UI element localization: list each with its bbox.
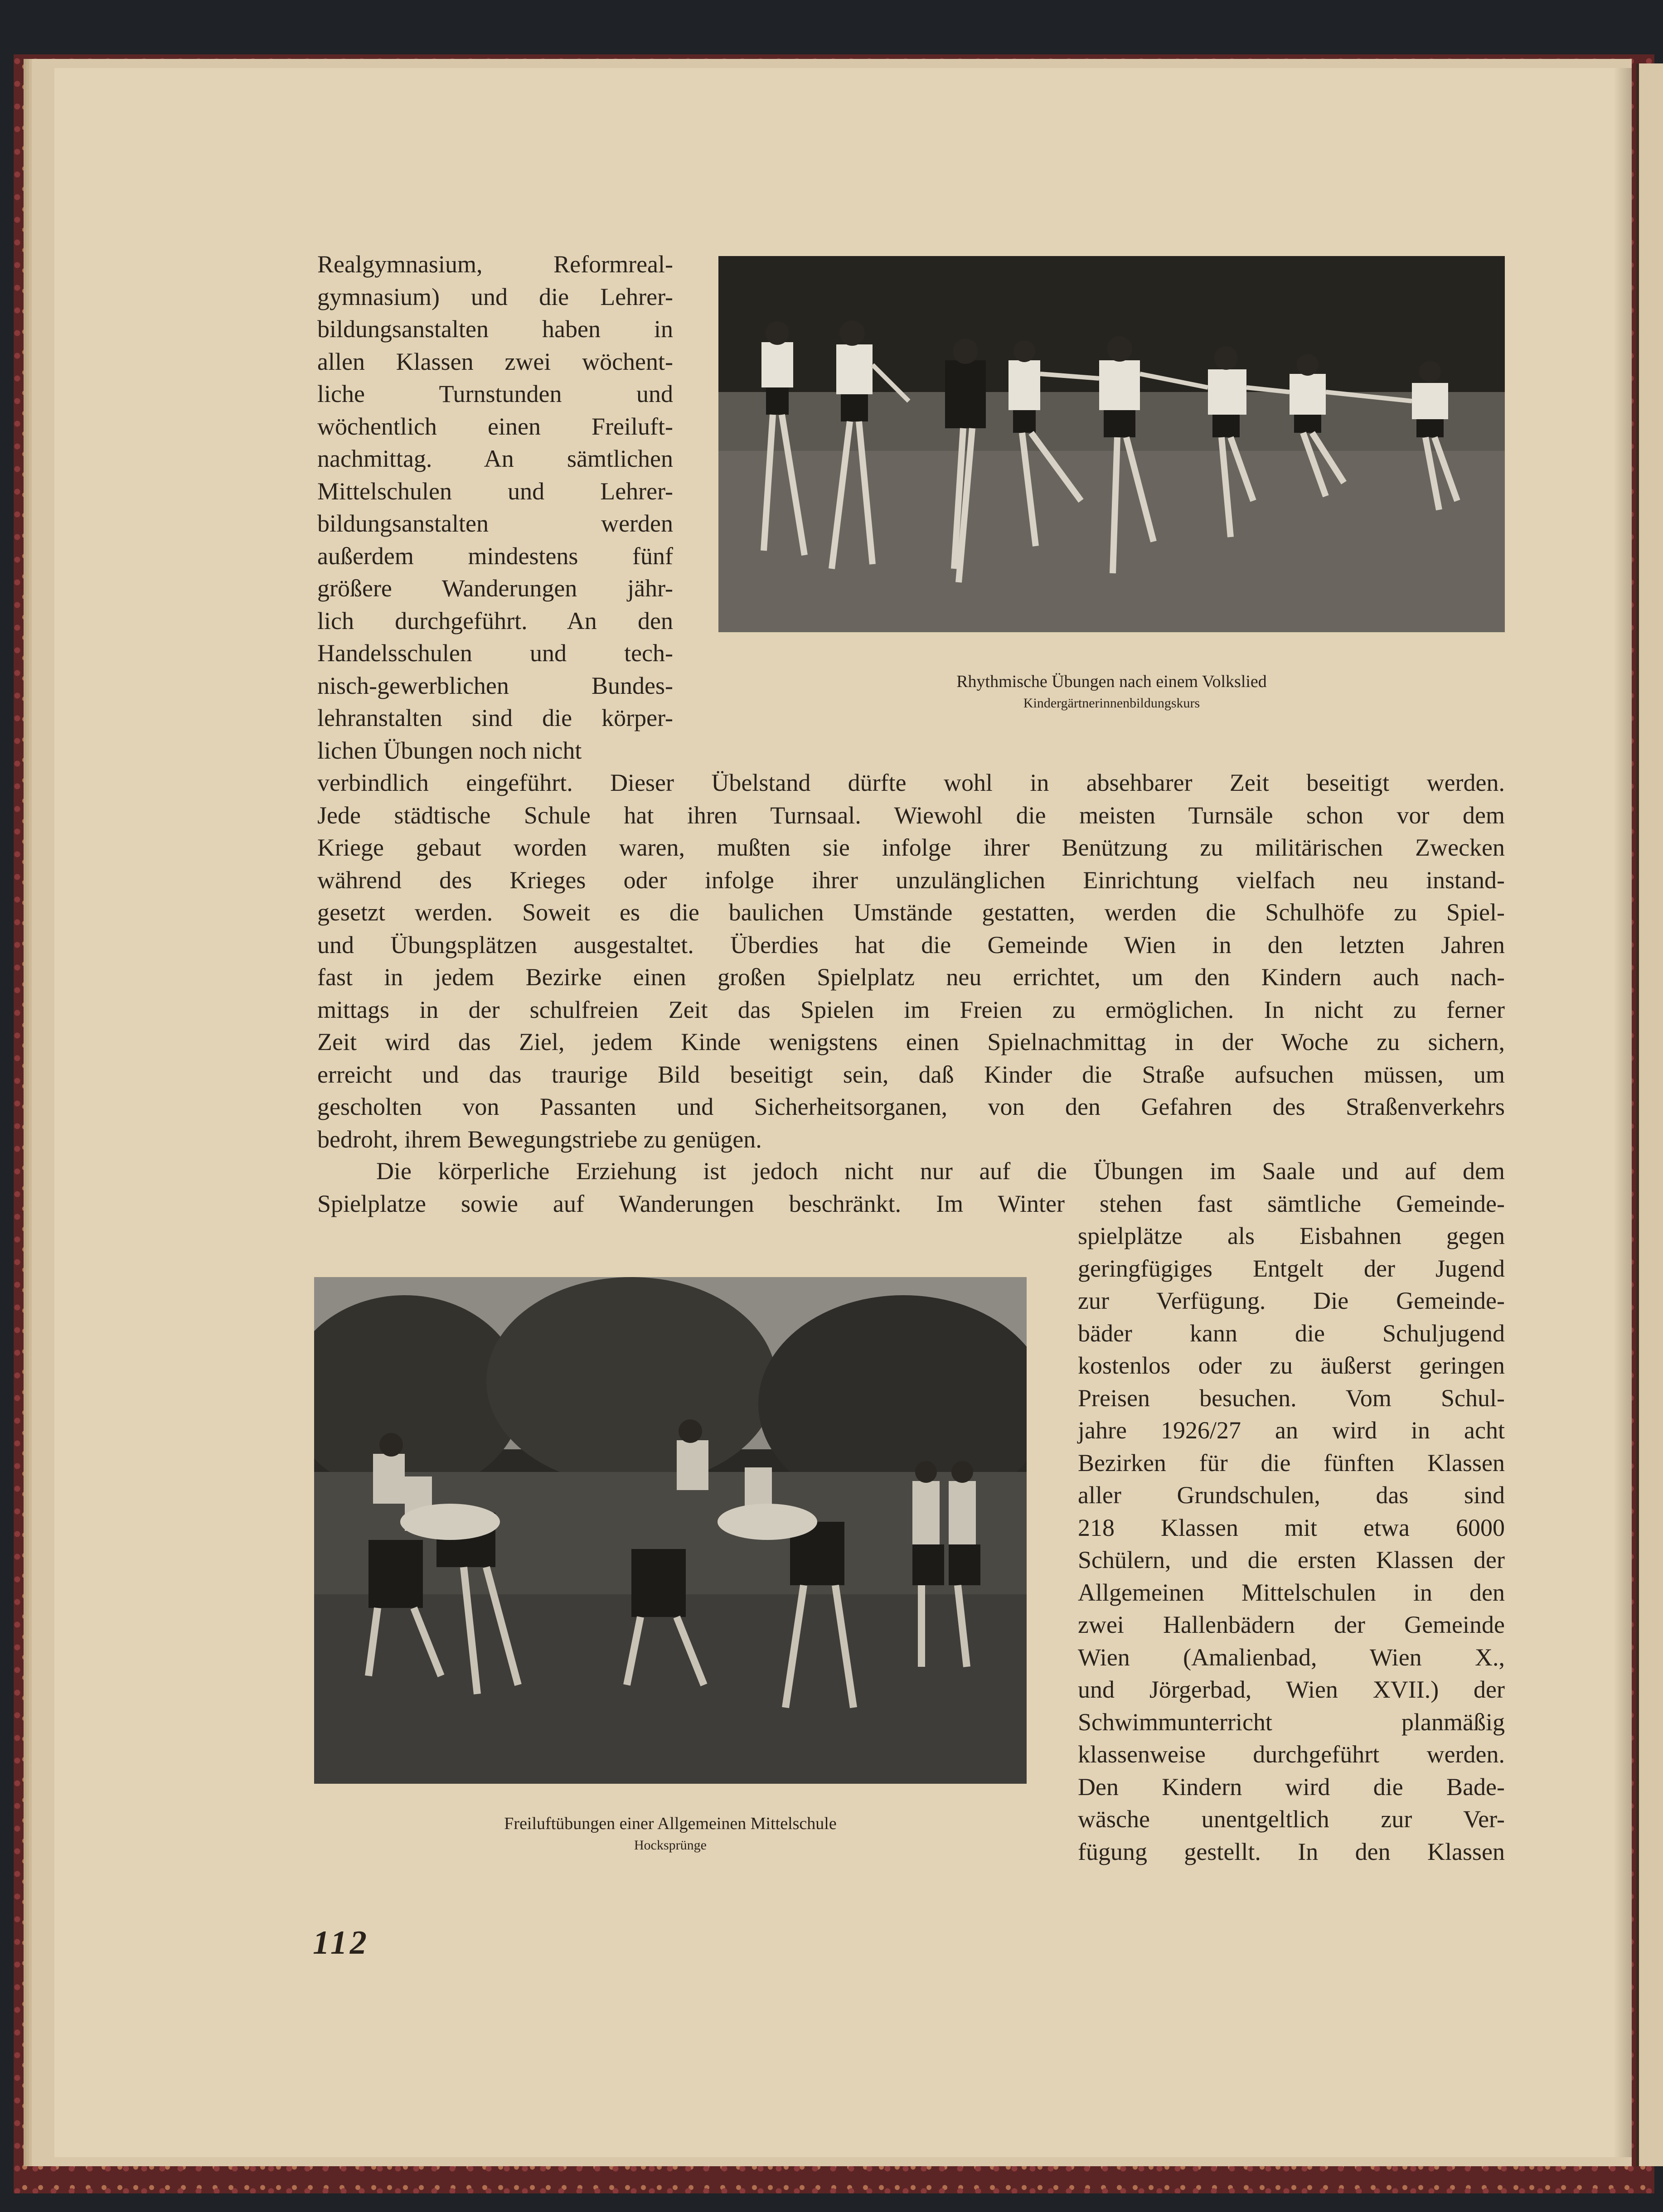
text-line: fügung gestellt. In den Klassen	[1078, 1838, 1505, 1865]
text-right-column	[1078, 1220, 1505, 1868]
text-line: gesetzt werden. Soweit es die baulichen Umstände gestatten, werden die Schulhöfe zu Spiel-	[317, 899, 1505, 926]
caption-subtitle: Hocksprünge	[634, 1838, 707, 1853]
text-line: Allgemeinen Mittelschulen in den	[1078, 1578, 1505, 1606]
caption-title: Rhythmische Übungen nach einem Volkslied	[956, 672, 1267, 691]
text-line: wäsche unentgeltlich zur Ver-	[1078, 1805, 1505, 1833]
text-line: fast in jedem Bezirke einen großen Spielplatz neu errichtet, um den Kindern auch nach-	[317, 963, 1505, 991]
caption-title: Freiluftübungen einer Allgemeinen Mittelschule	[504, 1814, 837, 1833]
caption-subtitle: Kindergärtnerinnenbildungskurs	[1023, 696, 1200, 711]
text-line: Preisen besuchen. Vom Schul-	[1078, 1384, 1505, 1412]
text-line: lehranstalten sind die körper-	[317, 704, 673, 731]
text-line: bedroht, ihrem Bewegungstriebe zu genügen.	[317, 1125, 762, 1153]
facing-page-edge	[1636, 63, 1663, 2166]
text-line: außerdem mindestens fünf	[317, 542, 673, 570]
text-line: bildungsanstalten werden	[317, 510, 673, 537]
text-line: erreicht und das traurige Bild beseitigt sein, daß Kinder die Straße aufsuchen müssen, um	[317, 1060, 1505, 1088]
text-line: nisch-gewerblichen Bundes-	[317, 672, 673, 699]
text-line: bäder kann die Schuljugend	[1078, 1319, 1505, 1347]
text-line: Kriege gebaut worden waren, mußten sie infolge ihrer Benützung zu militärischen Zwecken	[317, 834, 1505, 861]
text-line: Realgymnasium, Reformreal-	[317, 251, 673, 278]
photo-caption-bottom	[314, 1812, 1027, 1855]
text-line: kostenlos oder zu äußerst geringen	[1078, 1352, 1505, 1379]
text-full-width-2	[317, 1155, 1505, 1220]
text-line: wöchentlich einen Freiluft-	[317, 412, 673, 440]
text-line: Schwimmunterricht planmäßig	[1078, 1708, 1505, 1736]
text-line: lichen Übungen noch nicht	[317, 736, 582, 764]
text-line: Mittelschulen und Lehrer-	[317, 477, 673, 505]
text-line: geringfügiges Entgelt der Jugend	[1078, 1254, 1505, 1282]
text-line: allen Klassen zwei wöchent-	[317, 348, 673, 375]
text-line: jahre 1926/27 an wird in acht	[1078, 1417, 1505, 1444]
text-line: nachmittag. An sämtlichen	[317, 445, 673, 472]
text-line: Wien (Amalienbad, Wien X.,	[1078, 1643, 1505, 1671]
text-line: klassenweise durchgeführt werden.	[1078, 1741, 1505, 1768]
text-line: Handelsschulen und tech-	[317, 639, 673, 667]
text-line: aller Grundschulen, das sind	[1078, 1481, 1505, 1509]
text-line: zwei Hallenbädern der Gemeinde	[1078, 1611, 1505, 1638]
text-line: gymnasium) und die Lehrer-	[317, 283, 673, 310]
text-line: Den Kindern wird die Bade-	[1078, 1773, 1505, 1801]
text-line: lich durchgeführt. An den	[317, 607, 673, 634]
text-line: bildungsanstalten haben in	[317, 315, 673, 343]
photo-rhythmic-exercises	[718, 256, 1505, 632]
text-line: und Übungsplätzen ausgestaltet. Überdies hat die Gemeinde Wien in den letzten Jahren	[317, 931, 1505, 958]
text-line: gescholten von Passanten und Sicherheitsorganen, von den Gefahren des Straßenverkehrs	[317, 1093, 1505, 1120]
page-number: 112	[313, 1924, 369, 1961]
text-line: größere Wanderungen jähr-	[317, 575, 673, 602]
text-line: Die körperliche Erziehung ist jedoch nicht nur auf die Übungen im Saale und auf dem	[376, 1157, 1505, 1185]
photo-outdoor-exercises	[314, 1277, 1027, 1784]
text-line: verbindlich eingeführt. Dieser Übelstand dürfte wohl in absehbarer Zeit beseitigt werden.	[317, 769, 1505, 796]
text-line: zur Verfügung. Die Gemeinde-	[1078, 1287, 1505, 1314]
text-left-column	[317, 248, 673, 767]
photo-caption-top	[718, 670, 1505, 713]
text-full-width	[317, 767, 1505, 1156]
text-line: Schülern, und die ersten Klassen der	[1078, 1546, 1505, 1573]
text-line: Spielplatze sowie auf Wanderungen beschränkt. Im Winter stehen fast sämtliche Gemeinde-	[317, 1190, 1505, 1217]
text-line: 218 Klassen mit etwa 6000	[1078, 1514, 1505, 1541]
text-line: liche Turnstunden und	[317, 380, 673, 407]
text-line: Jede städtische Schule hat ihren Turnsaal. Wiewohl die meisten Turnsäle schon vor dem	[317, 801, 1505, 829]
text-line: Zeit wird das Ziel, jedem Kinde wenigstens einen Spielnachmittag in der Woche zu sichern,	[317, 1028, 1505, 1055]
text-line: Bezirken für die fünften Klassen	[1078, 1449, 1505, 1476]
text-line: mittags in der schulfreien Zeit das Spielen im Freien zu ermöglichen. In nicht zu ferner	[317, 996, 1505, 1023]
text-line: und Jörgerbad, Wien XVII.) der	[1078, 1676, 1505, 1703]
text-line: spielplätze als Eisbahnen gegen	[1078, 1222, 1505, 1249]
text-line: während des Krieges oder infolge ihrer unzulänglichen Einrichtung vielfach neu instand-	[317, 866, 1505, 894]
